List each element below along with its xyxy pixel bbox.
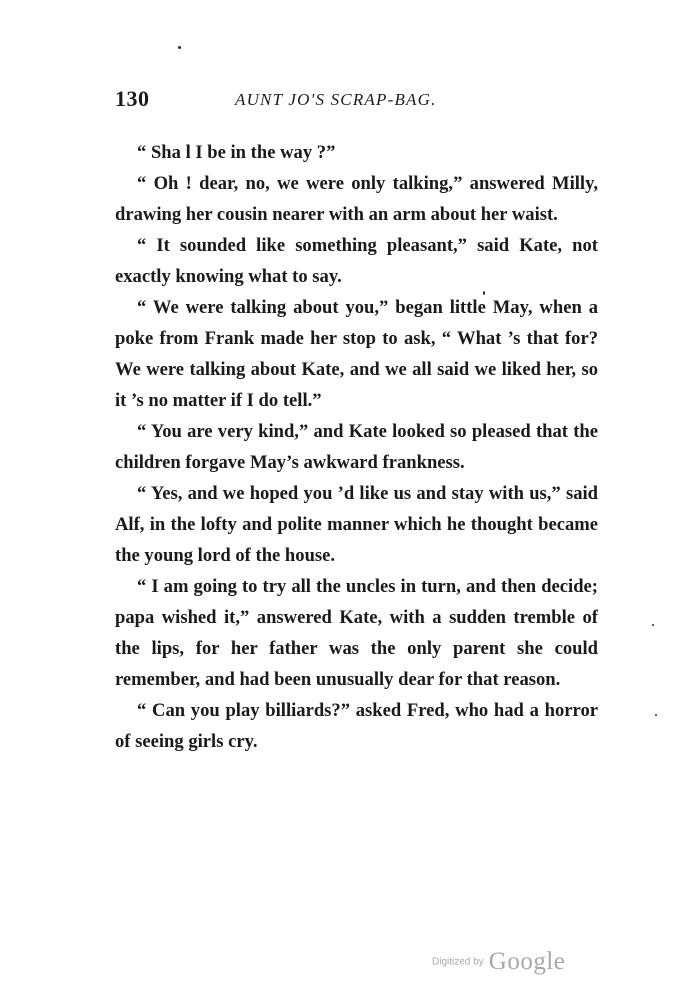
paragraph: “ We were talking about you,” began little May, when a poke from Frank made her stop to ask, “ What ’s that for? We were talking about Kate, and we all said we liked her, so it ’s no matter if I do tell.” [115,297,598,411]
page-header [115,86,595,116]
paragraph: “ Can you play billiards?” asked Fred, who had a horror of seeing girls cry. [115,700,598,752]
google-logo-text: Google [488,948,566,975]
body-text [115,137,598,757]
page-number: 130 [115,86,150,111]
print-speck [655,714,657,716]
paragraph: “ You are very kind,” and Kate looked so pleased that the children forgave May’s awkward frankness. [115,421,598,473]
running-head: AUNT JO'S SCRAP-BAG. [235,90,437,109]
watermark-prefix: Digitized by [432,956,484,968]
print-speck [178,46,181,49]
digitized-watermark [432,948,565,978]
paragraph: “ Yes, and we hoped you ’d like us and stay with us,” said Alf, in the lofty and polite manner which he thought became the young lord of the house. [115,483,598,566]
paragraph: “ It sounded like something pleasant,” said Kate, not exactly knowing what to say. [115,235,598,287]
paragraph: “ I am going to try all the uncles in turn, and then decide; papa wished it,” answered Kate, with a sudden tremble of the lips, for her father was the only parent she could remember, and had been unusually dear for that reason. [115,576,598,690]
paragraph: “ Sha l I be in the way ?” [137,142,336,163]
print-speck [652,624,654,626]
paragraph: “ Oh ! dear, no, we were only talking,” answered Milly, drawing her cousin nearer with an arm about her waist. [115,173,598,225]
